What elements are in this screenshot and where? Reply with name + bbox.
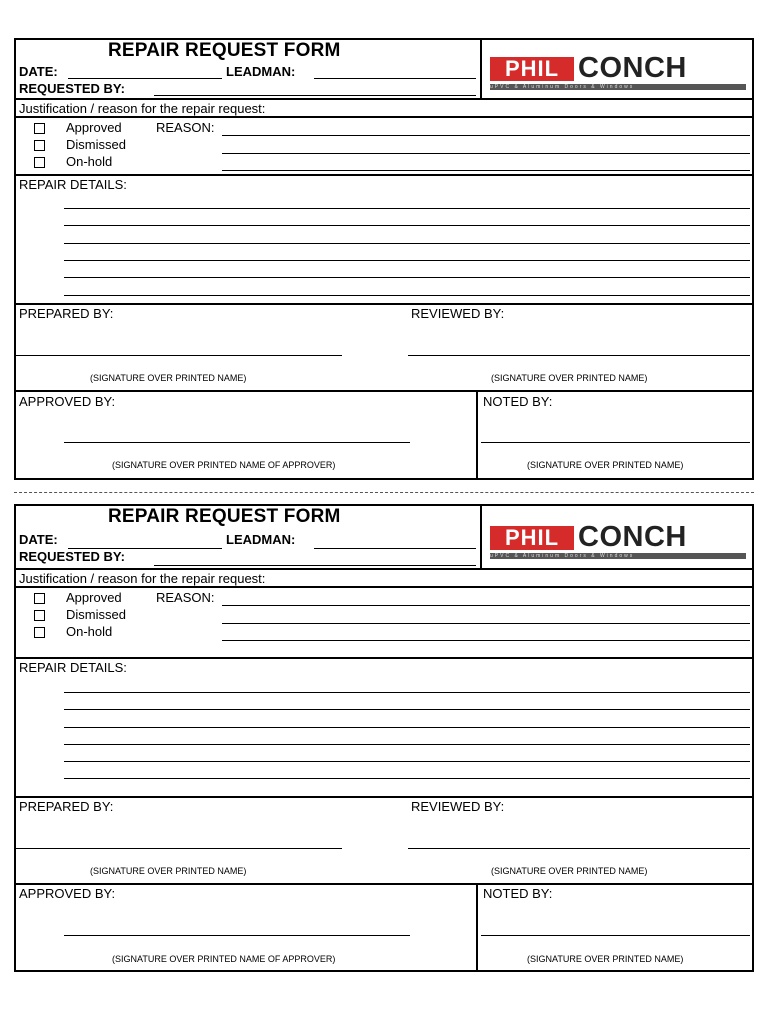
reviewed-by-signature-line[interactable] — [408, 355, 750, 356]
approval-divider — [476, 390, 478, 480]
justification-label: Justification / reason for the repair request: — [19, 571, 266, 586]
requested-by-label: REQUESTED BY: — [19, 549, 125, 564]
reviewed-by-signature-line[interactable] — [408, 848, 750, 849]
logo-conch-mark: CONCH — [578, 521, 687, 553]
dismissed-checkbox[interactable] — [34, 610, 45, 621]
option-approved-label: Approved — [66, 590, 122, 605]
repair-details-line[interactable] — [64, 727, 750, 728]
logo-tagline: uPVC & Aluminum Doors & Windows — [490, 553, 746, 559]
noted-by-signature-line[interactable] — [481, 442, 750, 443]
date-label: DATE: — [19, 532, 58, 547]
on-hold-checkbox[interactable] — [34, 157, 45, 168]
repair-details-line[interactable] — [64, 295, 750, 296]
leadman-label: LEADMAN: — [226, 532, 296, 547]
signature-caption: (SIGNATURE OVER PRINTED NAME) — [527, 954, 684, 964]
repair-details-label: REPAIR DETAILS: — [19, 660, 127, 675]
leadman-field[interactable] — [314, 78, 476, 79]
repair-details-line[interactable] — [64, 225, 750, 226]
logo-tagline: uPVC & Aluminum Doors & Windows — [490, 84, 746, 90]
justification-label: Justification / reason for the repair request: — [19, 101, 266, 116]
reason-label: REASON: — [156, 120, 215, 135]
section-divider — [16, 883, 752, 885]
form-title: REPAIR REQUEST FORM — [108, 506, 341, 527]
dismissed-checkbox[interactable] — [34, 140, 45, 151]
repair-request-form-2 — [14, 504, 754, 972]
section-divider — [16, 174, 752, 176]
approved-by-label: APPROVED BY: — [19, 394, 116, 409]
signature-caption: (SIGNATURE OVER PRINTED NAME) — [90, 866, 247, 876]
section-divider — [16, 586, 752, 588]
repair-details-line[interactable] — [64, 260, 750, 261]
section-divider — [16, 796, 752, 798]
header-divider — [480, 40, 482, 100]
approval-divider — [476, 883, 478, 972]
repair-details-label: REPAIR DETAILS: — [19, 177, 127, 192]
reason-line-1[interactable] — [222, 605, 750, 606]
reviewed-by-label: REVIEWED BY: — [411, 799, 505, 814]
section-divider — [16, 568, 752, 570]
reason-line-3[interactable] — [222, 170, 750, 171]
section-divider — [16, 116, 752, 118]
signature-caption-approver: (SIGNATURE OVER PRINTED NAME OF APPROVER) — [112, 460, 336, 470]
signature-caption: (SIGNATURE OVER PRINTED NAME) — [491, 373, 648, 383]
option-dismissed-label: Dismissed — [66, 607, 126, 622]
date-field[interactable] — [68, 78, 222, 79]
option-dismissed-label: Dismissed — [66, 137, 126, 152]
leadman-label: LEADMAN: — [226, 64, 296, 79]
prepared-by-label: PREPARED BY: — [19, 799, 114, 814]
noted-by-signature-line[interactable] — [481, 935, 750, 936]
option-on-hold-label: On-hold — [66, 624, 113, 639]
signature-caption: (SIGNATURE OVER PRINTED NAME) — [90, 373, 247, 383]
header-divider — [480, 506, 482, 570]
reason-line-1[interactable] — [222, 135, 750, 136]
repair-details-line[interactable] — [64, 277, 750, 278]
option-on-hold-label: On-hold — [66, 154, 113, 169]
reviewed-by-label: REVIEWED BY: — [411, 306, 505, 321]
logo-phil-mark: PHIL — [490, 526, 574, 550]
logo-phil-mark: PHIL — [490, 57, 574, 81]
reason-line-2[interactable] — [222, 153, 750, 154]
leadman-field[interactable] — [314, 548, 476, 549]
requested-by-field[interactable] — [154, 95, 476, 96]
cut-line-separator — [14, 492, 754, 493]
section-divider — [16, 303, 752, 305]
section-divider — [16, 98, 752, 100]
repair-details-line[interactable] — [64, 243, 750, 244]
logo-conch-mark: CONCH — [578, 52, 687, 84]
approved-by-signature-line[interactable] — [64, 935, 410, 936]
prepared-by-signature-line[interactable] — [16, 355, 342, 356]
approved-checkbox[interactable] — [34, 123, 45, 134]
date-label: DATE: — [19, 64, 58, 79]
repair-details-line[interactable] — [64, 778, 750, 779]
reason-line-3[interactable] — [222, 640, 750, 641]
repair-details-line[interactable] — [64, 744, 750, 745]
noted-by-label: NOTED BY: — [483, 886, 553, 901]
signature-caption: (SIGNATURE OVER PRINTED NAME) — [527, 460, 684, 470]
requested-by-label: REQUESTED BY: — [19, 81, 125, 96]
repair-details-line[interactable] — [64, 709, 750, 710]
noted-by-label: NOTED BY: — [483, 394, 553, 409]
signature-caption: (SIGNATURE OVER PRINTED NAME) — [491, 866, 648, 876]
section-divider — [16, 390, 752, 392]
repair-request-form-1 — [14, 38, 754, 480]
prepared-by-label: PREPARED BY: — [19, 306, 114, 321]
reason-line-2[interactable] — [222, 623, 750, 624]
requested-by-field[interactable] — [154, 565, 476, 566]
approved-by-signature-line[interactable] — [64, 442, 410, 443]
approved-by-label: APPROVED BY: — [19, 886, 116, 901]
form-title: REPAIR REQUEST FORM — [108, 40, 341, 61]
repair-details-line[interactable] — [64, 692, 750, 693]
approved-checkbox[interactable] — [34, 593, 45, 604]
repair-details-line[interactable] — [64, 761, 750, 762]
signature-caption-approver: (SIGNATURE OVER PRINTED NAME OF APPROVER) — [112, 954, 336, 964]
reason-label: REASON: — [156, 590, 215, 605]
option-approved-label: Approved — [66, 120, 122, 135]
prepared-by-signature-line[interactable] — [16, 848, 342, 849]
section-divider — [16, 657, 752, 659]
on-hold-checkbox[interactable] — [34, 627, 45, 638]
repair-details-line[interactable] — [64, 208, 750, 209]
